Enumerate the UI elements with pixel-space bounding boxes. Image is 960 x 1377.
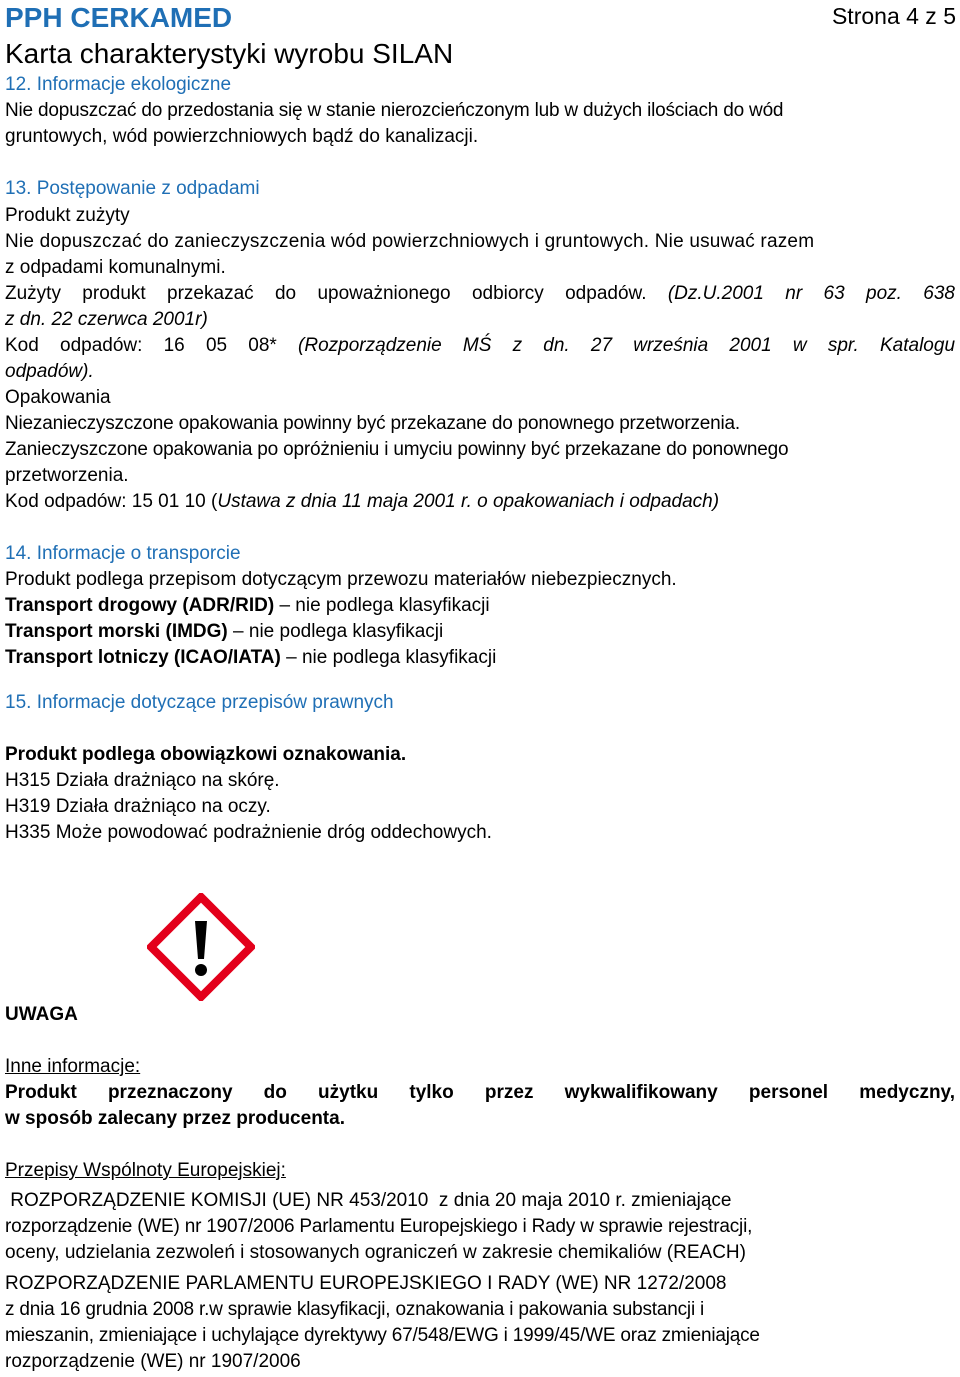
- exclamation-mark-hazard-icon: [147, 893, 255, 1001]
- subheading-packaging: Opakowania: [5, 387, 111, 408]
- other-info-label: Inne informacje:: [5, 1056, 141, 1077]
- transport-sea: [5, 619, 443, 645]
- section-12-heading: 12. Informacje ekologiczne: [5, 74, 232, 95]
- hazard-statement-h335: H335 Może powodować podrażnienie dróg oddechowych.: [5, 822, 492, 843]
- subheading-used-product: Produkt zużyty: [5, 205, 130, 226]
- section-13-text-line: z odpadami komunalnymi.: [5, 257, 226, 278]
- document-title: Karta charakterystyki wyrobu SILAN: [5, 38, 454, 69]
- section-13-text-line: przetworzenia.: [5, 465, 129, 486]
- regulation-line: rozporządzenie (WE) nr 1907/2006 Parlamentu Europejskiego i Rady w sprawie rejestracji,: [5, 1216, 753, 1237]
- section-14-text-line: Produkt podlega przepisom dotyczącym przewozu materiałów niebezpiecznych.: [5, 569, 677, 590]
- transport-air-value: – nie podlega klasyfikacji: [280, 647, 497, 668]
- section-13-text-line: Zanieczyszczone opakowania po opróżnieniu i umyciu powinny być przekazane do ponownego: [5, 439, 789, 460]
- transport-road-value: – nie podlega klasyfikacji: [274, 595, 490, 616]
- regulation-line: mieszanin, zmieniające i uchylające dyrektywy 67/548/EWG i 1999/45/WE oraz zmieniające: [5, 1325, 760, 1346]
- section-13-text-line: Niezanieczyszczone opakowania powinny być przekazane do ponownego przetworzenia.: [5, 413, 740, 434]
- section-12-text-line: Nie dopuszczać do przedostania się w stanie nierozcieńczonym lub w dużych ilościach do wód: [5, 100, 784, 121]
- transport-air: [5, 645, 496, 671]
- legal-reference: Ustawa z dnia 11 maja 2001 r. o opakowaniach i odpadach): [217, 491, 720, 512]
- section-13-justified-line: [5, 333, 955, 359]
- regulation-line: z dnia 16 grudnia 2008 r.w sprawie klasyfikacji, oznakowania i pakowania substancji i: [5, 1299, 705, 1320]
- legal-reference: (Dz.U.2001 nr 63 poz. 638: [667, 283, 955, 304]
- transport-sea-label: Transport morski (IMDG): [5, 621, 228, 642]
- other-info-text: Produkt przeznaczony do użytku tylko przez wykwalifikowany personel medyczny,: [5, 1082, 955, 1103]
- regulation-line: oceny, udzielania zezwoleń i stosowanych ograniczeń w zakresie chemikaliów (REACH): [5, 1242, 746, 1263]
- page-indicator: Strona 4 z 5: [831, 3, 956, 29]
- section-13-text-line: Nie dopuszczać do zanieczyszczenia wód powierzchniowych i gruntowych. Nie usuwać razem: [5, 231, 815, 252]
- signal-word: UWAGA: [5, 1004, 78, 1025]
- section-15-heading: 15. Informacje dotyczące przepisów prawnych: [5, 692, 394, 713]
- other-info-line: [5, 1080, 955, 1106]
- transport-road: [5, 593, 490, 619]
- hazard-statement-h315: H315 Działa drażniąco na skórę.: [5, 770, 280, 791]
- hazard-statement-h319: H319 Działa drażniąco na oczy.: [5, 796, 271, 817]
- labeling-statement: Produkt podlega obowiązkowi oznakowania.: [5, 744, 407, 765]
- company-name: PPH CERKAMED: [5, 2, 233, 33]
- section-13-justified-line: [5, 281, 955, 307]
- regulation-line: ROZPORZĄDZENIE KOMISJI (UE) NR 453/2010 z dnia 20 maja 2010 r. zmieniające: [5, 1190, 732, 1211]
- section-12-text-line: gruntowych, wód powierzchniowych bądź do kanalizacji.: [5, 126, 479, 147]
- regulation-line: ROZPORZĄDZENIE PARLAMENTU EUROPEJSKIEGO I RADY (WE) NR 1272/2008: [5, 1273, 727, 1294]
- waste-code: Kod odpadów: 16 05 08*: [5, 335, 277, 356]
- legal-reference: odpadów).: [5, 361, 94, 382]
- packaging-waste-code: [5, 489, 719, 515]
- transport-sea-value: – nie podlega klasyfikacji: [227, 621, 444, 642]
- legal-reference: (Rozporządzenie MŚ z dn. 27 września 2001 w spr. Katalogu: [298, 335, 956, 356]
- transport-road-label: Transport drogowy (ADR/RID): [5, 595, 275, 616]
- legal-reference: z dn. 22 czerwca 2001r): [5, 309, 208, 330]
- transport-air-label: Transport lotniczy (ICAO/IATA): [5, 647, 281, 668]
- section-14-heading: 14. Informacje o transporcie: [5, 543, 241, 564]
- waste-code: Kod odpadów: 15 01 10 (: [5, 491, 218, 512]
- regulation-line: rozporządzenie (WE) nr 1907/2006: [5, 1351, 301, 1372]
- eu-regulations-label: Przepisy Wspólnoty Europejskiej:: [5, 1160, 286, 1181]
- section-13-text-line: Zużyty produkt przekazać do upoważnionego odbiorcy odpadów.: [5, 283, 647, 304]
- other-info-line: w sposób zalecany przez producenta.: [5, 1108, 345, 1129]
- section-13-heading: 13. Postępowanie z odpadami: [5, 178, 260, 199]
